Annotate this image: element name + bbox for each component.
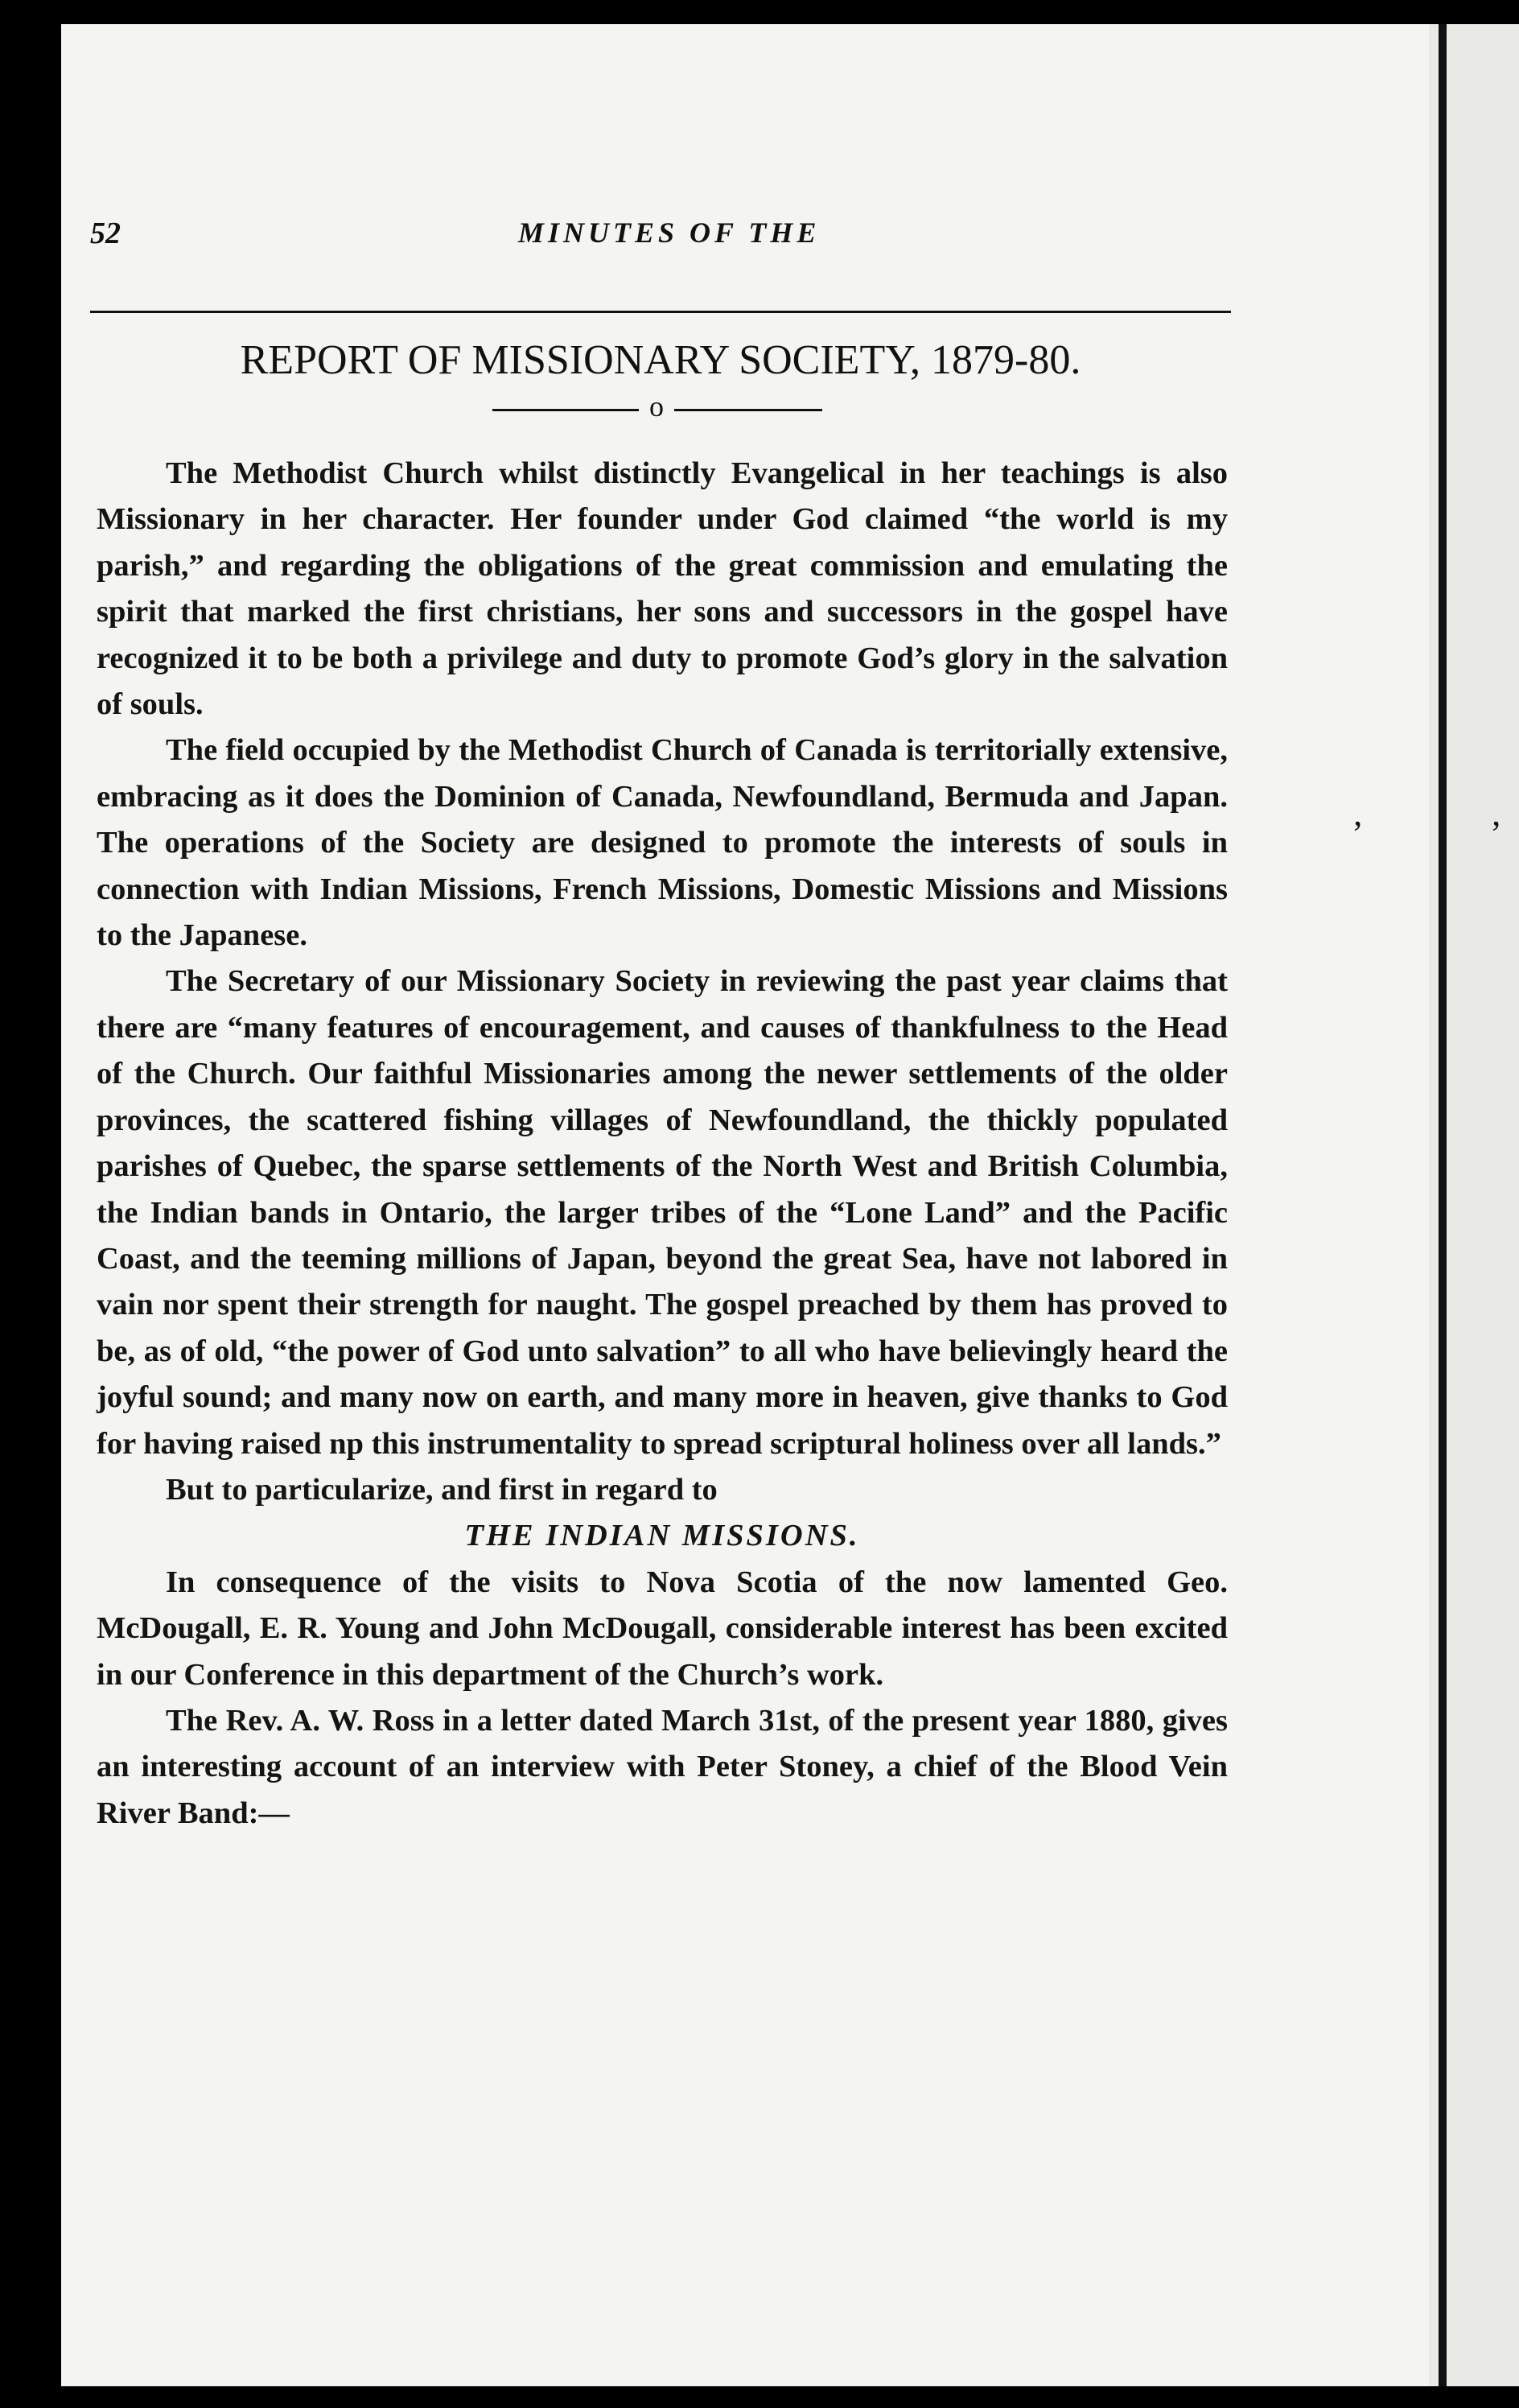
header-rule	[90, 311, 1231, 313]
ornament-mark: o	[649, 390, 664, 423]
scan-border	[0, 0, 61, 2408]
paragraph: The Methodist Church whilst distinctly Evangelical in her teachings is also Missionary in her character. Her founder under God claimed “the world is my parish,” and regarding the obligations of the great commission and emulating the spirit that marked the first christians, her sons and successors in the gospel have recognized it to be both a privilege and duty to promote God’s glory in the salvation of souls.	[97, 456, 1228, 722]
paragraph: In consequence of the visits to Nova Scotia of the now lamented Geo. McDougall, E. R. Young and John McDougall, considerable interest has been excited in our Conference in this department of the Church’s work.	[97, 1565, 1228, 1692]
paragraph: The Rev. A. W. Ross in a letter dated March 31st, of the present year 1880, gives an interesting account of an interview with Peter Stoney, a chief of the Blood Vein River Band:—	[97, 1703, 1228, 1830]
paragraph: The field occupied by the Methodist Church of Canada is territorially extensive, embracing as it does the Dominion of Canada, Newfoundland, Bermuda and Japan. The operations of the Society are designed to promote the interests of souls in connection with Indian Missions, French Missions, Domestic Missions and Missions to the Japanese.	[97, 733, 1228, 953]
margin-speck: ’	[1352, 814, 1364, 853]
ornament-rule-left	[492, 409, 639, 411]
running-head: MINUTES OF THE	[518, 216, 821, 249]
report-title: REPORT OF MISSIONARY SOCIETY, 1879-80.	[240, 337, 1081, 383]
margin-speck: ’	[1490, 814, 1502, 853]
section-heading: THE INDIAN MISSIONS.	[464, 1519, 860, 1553]
paragraph: But to particularize, and first in regard to	[166, 1472, 718, 1507]
page-number: 52	[90, 216, 121, 250]
paragraph: The Secretary of our Missionary Society in reviewing the past year claims that there are “many features of encouragement, and causes of thankfulness to the Head of the Church. Our faithful Missionaries among the newer settlements of the older provinces, the scattered fishing villages of Newfoundland, the thickly populated parishes of Quebec, the sparse settlements of the North West and British Columbia, the Indian bands in Ontario, the larger tribes of the “Lone Land” and the Pacific Coast, and the teeming millions of Japan, beyond the great Sea, have not labored in vain nor spent their strength for naught. The gospel preached by them has proved to be, as of old, “the power of God unto salvation” to all who have believingly heard the joyful sound; and many now on earth, and many more in heaven, give thanks to God for having raised np this instrumentality to spread scriptural holiness over all lands.”	[97, 964, 1228, 1461]
ornament-rule-right	[674, 409, 822, 411]
page-header	[90, 216, 1231, 264]
report-body	[97, 451, 1228, 1837]
title-ornament	[492, 390, 830, 430]
page-gutter-line	[1439, 24, 1447, 2386]
